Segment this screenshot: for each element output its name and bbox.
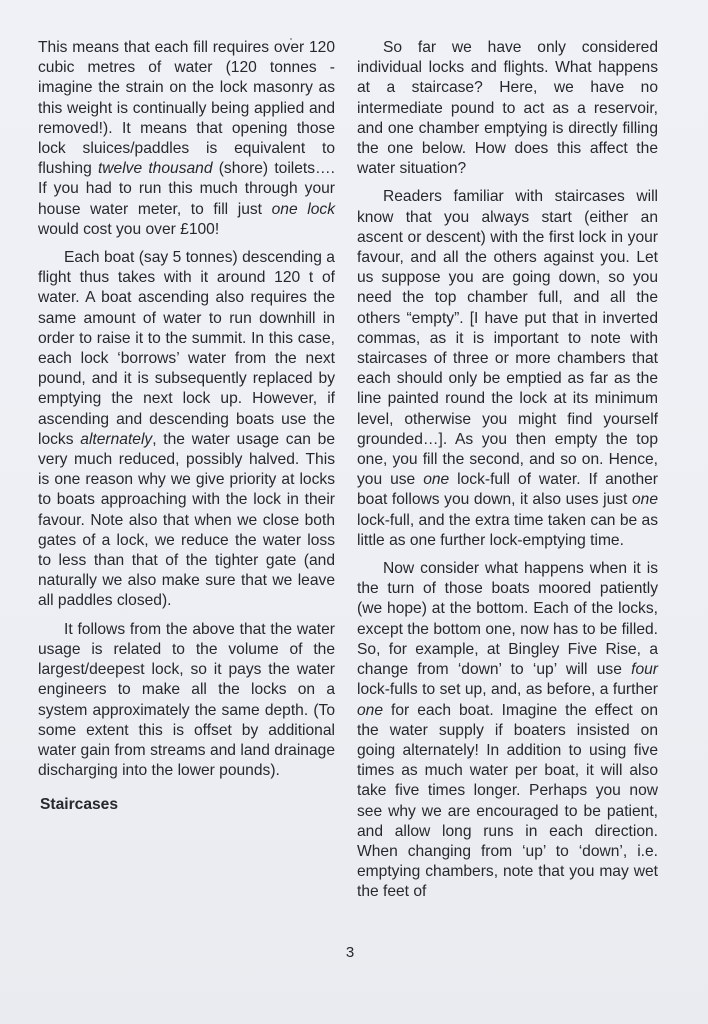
section-heading-staircases: Staircases bbox=[40, 796, 119, 814]
italic-run: one bbox=[423, 471, 450, 489]
text-run: would cost you over £100! bbox=[38, 220, 220, 238]
italic-run: one bbox=[631, 491, 658, 509]
paragraph-staircase-descent bbox=[357, 187, 658, 551]
paragraph-water-per-fill bbox=[38, 38, 335, 240]
italic-run: one bbox=[357, 701, 384, 719]
text-run: Readers familiar with staircases will know that you always start (either an ascent or descent) with the first lock in your favour, and all the others against you. Let us suppose you are going down, so you need the top chamber full, and all the others “empty”. [I have put that in inverted commas, as it is important to note with staircases of three or more chambers that each should only be emptied as far as the line painted round the lock at its minimum level, otherwise you might find yourself grounded…]. As you then empty the top one, you fill the second, and so on. Hence, you use bbox=[357, 188, 658, 489]
paragraph-boat-descending bbox=[38, 248, 335, 612]
text-run: for each boat. Imagine the effect on the water supply if boaters insisted on going alternately! In addition to using five times as much water per boat, it will also take five times longer. Perhaps you now see why we are encouraged to be patient, and allow long runs in each direction. When changing from ‘up’ to ‘down’, i.e. emptying chambers, note that you may wet the feet of bbox=[357, 701, 658, 901]
text-run: lock-full, and the extra time taken can be as little as one further lock-emptying time. bbox=[357, 511, 658, 549]
text-run: lock-fulls to set up, and, as before, a further bbox=[357, 681, 658, 699]
paragraph-lock-volume: It follows from the above that the water usage is related to the volume of the largest/deepest lock, so it pays the water engineers to make all the locks on a system approximately the same depth. (To some extent this is offset by additional water gain from streams and land drainage discharging into the lower pounds). bbox=[38, 620, 335, 780]
paragraph-staircase-ascent bbox=[357, 559, 658, 902]
right-column bbox=[357, 38, 658, 911]
text-run: This means that each fill requires over 120 cubic metres of water (120 tonnes - imagine the strain on the lock masonry as this weight is continually being applied and removed!). It means that opening those lock sluices/paddles is equivalent to flushing bbox=[38, 39, 335, 178]
left-column bbox=[38, 38, 335, 815]
text-run: (shore) toilets…. If you had to run this much through your house water meter, to fill just bbox=[38, 160, 335, 218]
italic-run: twelve thousand bbox=[97, 160, 213, 178]
text-run: , the water usage can be very much reduced, possibly halved. This is one reason why we give priority at locks to boats approaching with the lock in their favour. Note also that when we close both gates of a lock, we reduce the water loss to less than that of the tighter gate (and naturally we also make sure that we leave all paddles closed). bbox=[38, 430, 335, 610]
italic-run: one lock bbox=[271, 200, 335, 218]
paragraph-staircase-intro: So far we have only considered individual locks and flights. What happens at a staircase? Here, we have no intermediate pound to act as a reservoir, and one chamber emptying is directly filling the one below. How does this affect the water situation? bbox=[357, 39, 658, 178]
page-number: 3 bbox=[345, 944, 355, 961]
text-run: Now consider what happens when it is the turn of those boats moored patiently (we hope) at the bottom. Each of the locks, except the bottom one, now has to be filled. So, for example, at Bingley Five Rise, a change from ‘down’ to ‘up’ will use bbox=[357, 560, 658, 679]
text-run: lock-full of water. If another boat follows you down, it also uses just bbox=[357, 471, 658, 509]
text-run: Each boat (say 5 tonnes) descending a flight thus takes with it around 120 t of water. A boat ascending also requires the same amount of water to run downhill in order to raise it to the summit. In this case, each lock ‘borrows’ water from the next pound, and it is subsequently replaced by emptying the next lock up. However, if ascending and descending boats use the locks bbox=[38, 249, 335, 448]
italic-run: four bbox=[631, 661, 658, 679]
italic-run: alternately bbox=[80, 430, 153, 448]
